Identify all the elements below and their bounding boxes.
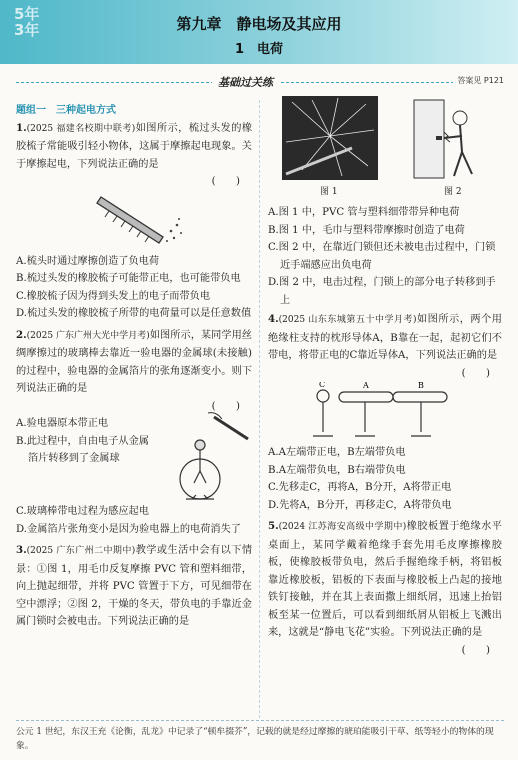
q4-option-b: B.A左端带负电，B右端带负电 [268,464,406,476]
fig2-caption: 图 2 [444,187,462,197]
question-2: 2.(2025 广东广州大光中学月考)如图所示，某同学用丝绸摩擦过的玻璃棒去靠近一验电器的金属球(未接触)的过程中，验电器的金属箔片的张角逐渐变小。则下列说法正确的是 [16,328,252,394]
q3-option-b: B.图 1 中，毛巾与塑料带摩擦时创造了电荷 [268,224,465,236]
label-a: A [363,382,369,390]
q4-option-a: A.A左端带正电，B左端带负电 [268,447,406,458]
section-title: 1 电荷 [234,42,284,57]
answer-ref: 答案见 P121 [453,75,504,86]
q2-block [16,415,252,503]
electroscope-figure [162,409,252,505]
label-c: C [319,382,326,389]
doorlock-figure [408,96,488,182]
left-column [16,102,252,631]
q2-option-b: B.此过程中，自由电子从金属箔片转移到了金属球 [16,435,149,464]
answer-blank: ( ) [211,400,240,412]
q3-option-d: D.图 2 中，电击过程，门锁上的部分电子转移到手上 [268,277,496,306]
question-3: 3.(2025 广东广州二中期中)教学或生活中会有以下情景：①图 1，用毛巾反复摩擦 PVC 管和塑料细带，向上抛起细带，并将 PVC 管置于下方，可见细带在空中漂浮；②图 2，干燥的冬天，带负电的手靠近金属门锁时会被电击。下列说法正确的是 [16,544,253,627]
label-b: B [418,382,424,390]
comb-figure [16,191,252,253]
fig1-caption: 图 1 [320,187,338,197]
q2-option-a: A.验电器原本带正电 [16,418,109,429]
chapter-title: 第九章 静电场及其应用 [176,15,342,33]
q3-figures [268,96,502,204]
q1-option-c: C.橡胶梳子因为得到头发上的电子而带负电 [16,290,211,302]
q1-option-b: B.梳过头发的橡胶梳子可能带正电，也可能带负电 [16,273,241,284]
right-column [268,96,502,659]
q2-option-d: D.金属箔片张角变小是因为验电器上的电荷消失了 [16,523,241,535]
group-heading: 题组一 三种起电方式 [16,105,116,116]
q4-option-c: C.先移走C，再将A，B分开，A将带正电 [268,482,452,493]
footer-note: 公元 1 世纪，东汉王充《论衡，乱龙》中记录了“顿牟掇芥”，记载的就是经过摩擦的琥珀能吸引干草、纸等轻小的物体的现象。 [16,720,504,753]
answer-blank: ( ) [211,176,240,187]
q2-option-c: C.玻璃棒带电过程为感应起电 [16,506,149,517]
q1-option-a: A.梳头时通过摩擦创造了负电荷 [16,255,160,267]
page-header [0,0,518,64]
section-bar [16,74,504,88]
question-5: 5.(2024 江苏海安高级中学期中)橡胶板置于绝缘水平桌面上，某同学戴着绝缘手套先用毛皮摩擦橡胶板，使橡胶板带负电，然后手握绝缘手柄，将铝板靠近橡胶板，铝板的下表面与橡胶板上凸起的接地铁钉接触，并在其上表面撒上细纸屑，迅速上抬铝板至某一位置后，可以看到细纸屑从铝板上飞溅出来，这就是“静电飞花”实验。下列说法正确的是 [268,520,502,638]
question-1: 1.(2025 福建名校期中联考)如图所示，梳过头发的橡胶梳子常能吸引轻小物体，这属于摩擦起电现象。关于摩擦起电，下列说法正确的是 [16,121,253,170]
column-divider [259,100,260,718]
book-logo: 5年 3年 [14,5,40,39]
pvc-figure [282,96,378,180]
q4-option-d: D.先将A，B分开，再移走C，A将带负电 [268,499,452,511]
q3-option-a: A.图 1 中，PVC 管与塑料细带带异种电荷 [268,207,460,218]
q1-option-d: D.梳过头发的橡胶梳子所带的电荷量可以是任意数值 [16,308,252,319]
bar-title: 基础过关练 [212,74,279,90]
answer-blank: ( ) [461,367,490,379]
q3-option-c: C.图 2 中，在靠近门锁但还未被电击过程中，门锁近手端感应出负电荷 [268,242,496,271]
conductor-figure [268,382,502,444]
answer-blank: ( ) [461,644,490,656]
question-4: 4.(2025 山东东城第五十中学月考)如图所示，两个用绝缘柱支持的枕形导体A，B靠在一起，起初它们不带电，将带正电的C靠近导体A，下列说法正确的是 [268,313,502,361]
